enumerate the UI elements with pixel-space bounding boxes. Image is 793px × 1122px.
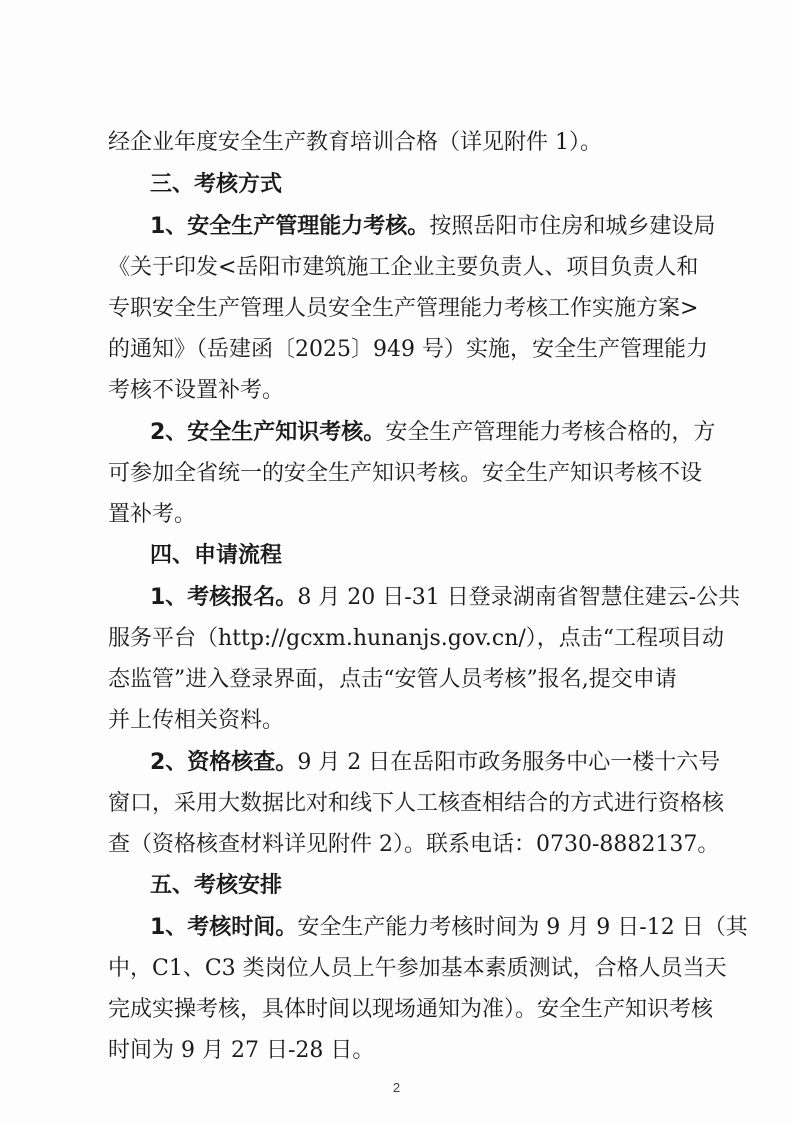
paragraph-line: 置补考。 — [108, 502, 197, 527]
page-number: 2 — [392, 1080, 401, 1095]
item-text: 安全生产能力考核时间为 9 月 9 日-12 日（其 — [297, 915, 748, 940]
paragraph-line: 时间为 9 月 27 日-28 日。 — [108, 1038, 375, 1063]
paragraph-line — [150, 207, 715, 247]
paragraph-line: 查（资格核查材料详见附件 2）。联系电话：0730-8882137。 — [108, 832, 720, 857]
paragraph-line: 服务平台（http://gcxm.hunanjs.gov.cn/），点击“工程项目动 — [108, 626, 725, 651]
paragraph-line: 经企业年度安全生产教育培训合格（详见附件 1）。 — [108, 130, 602, 155]
section-heading-assessment-schedule: 五、考核安排 — [150, 873, 283, 898]
paragraph-line: 完成实操考核，具体时间以现场通知为准）。安全生产知识考核 — [108, 997, 714, 1022]
paragraph-line: 中，C1、C3 类岗位人员上午参加基本素质测试，合格人员当天 — [108, 956, 727, 981]
paragraph-line — [150, 578, 740, 618]
paragraph-line: 专职安全生产管理人员安全生产管理能力考核工作实施方案> — [108, 296, 699, 321]
paragraph-line: 《关于印发<岳阳市建筑施工企业主要负责人、项目负责人和 — [108, 255, 699, 280]
paragraph-line: 的通知》（岳建函〔2025〕949 号）实施，安全生产管理能力 — [108, 337, 708, 362]
item-title: 1、考核报名。 — [150, 585, 298, 610]
paragraph-line: 窗口，采用大数据比对和线下人工核查相结合的方式进行资格核 — [108, 791, 725, 816]
paragraph-line — [150, 413, 715, 453]
paragraph-line: 可参加全省统一的安全生产知识考核。安全生产知识考核不设 — [108, 461, 703, 486]
item-title: 2、安全生产知识考核。 — [150, 420, 386, 445]
item-title: 2、资格核查。 — [150, 750, 298, 775]
paragraph-line — [150, 908, 748, 948]
paragraph-line: 态监管”进入登录界面，点击“安管人员考核”报名,提交申请 — [108, 667, 677, 692]
item-text: 8 月 20 日-31 日登录湖南省智慧住建云-公共 — [297, 585, 741, 610]
section-heading-assessment-method: 三、考核方式 — [150, 172, 283, 197]
item-text: 安全生产管理能力考核合格的，方 — [385, 420, 716, 445]
item-text: 9 月 2 日在岳阳市政务服务中心一楼十六号 — [297, 750, 721, 775]
section-heading-application-process: 四、申请流程 — [150, 543, 283, 568]
item-title: 1、考核时间。 — [150, 915, 298, 940]
item-text: 按照岳阳市住房和城乡建设局 — [429, 214, 716, 239]
paragraph-line: 考核不设置补考。 — [108, 378, 285, 403]
paragraph-line: 并上传相关资料。 — [108, 708, 285, 733]
paragraph-line — [150, 743, 720, 783]
item-title: 1、安全生产管理能力考核。 — [150, 214, 430, 239]
